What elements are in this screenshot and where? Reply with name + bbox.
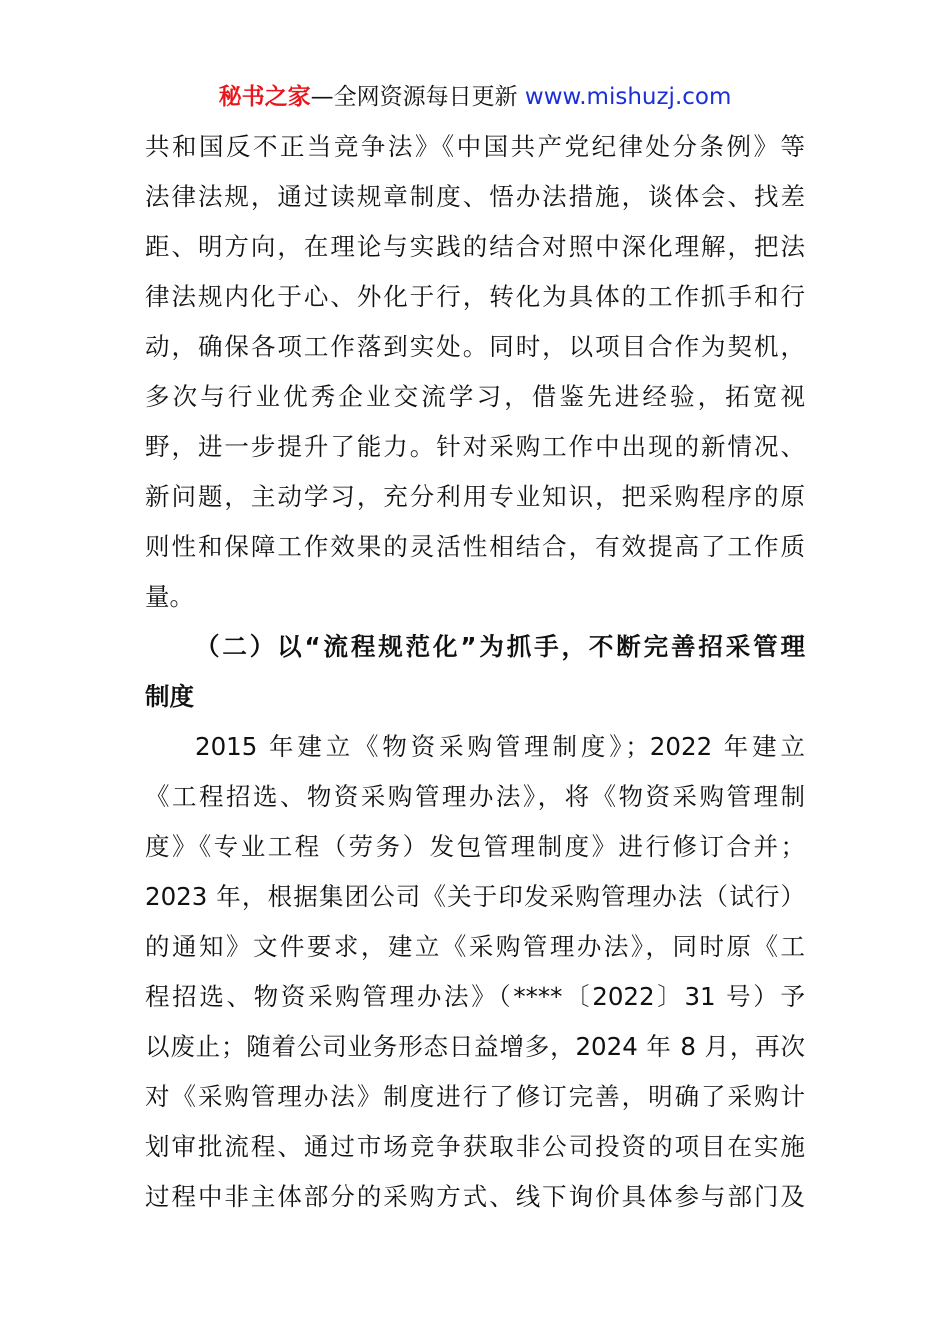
site-brand: 秘书之家 [218,84,311,110]
body-line: 《工程招选、物资采购管理办法》，将《物资采购管理制 [145,782,805,811]
body-line: 量。 [145,582,194,611]
body-line: 野，进一步提升了能力。针对采购工作中出现的新情况、 [145,432,805,461]
body-line: 程招选、物资采购管理办法》（****〔2022〕31 号）予 [145,982,805,1011]
body-line: 则性和保障工作效果的灵活性相结合，有效提高了工作质 [145,532,805,561]
body-line: 以废止；随着公司业务形态日益增多，2024 年 8 月，再次 [145,1032,805,1061]
body-line: 度》《专业工程（劳务）发包管理制度》进行修订合并； [145,832,805,861]
section-heading: （二）以“流程规范化”为抓手，不断完善招采管理 [195,632,805,661]
body-line: 的通知》文件要求，建立《采购管理办法》，同时原《工 [145,932,805,961]
body-line: 过程中非主体部分的采购方式、线下询价具体参与部门及 [145,1182,805,1211]
body-line: 共和国反不正当竞争法》《中国共产党纪律处分条例》等 [145,132,805,161]
site-header [0,80,950,114]
body-line: 多次与行业优秀企业交流学习，借鉴先进经验，拓宽视 [145,382,805,411]
document-body [145,122,805,1222]
body-line: 距、明方向，在理论与实践的结合对照中深化理解，把法 [145,232,805,261]
header-separator: — [310,84,334,110]
section-heading-continued: 制度 [145,682,194,711]
body-line: 法律法规，通过读规章制度、悟办法措施，谈体会、找差 [145,182,805,211]
body-line: 律法规内化于心、外化于行，转化为具体的工作抓手和行 [145,282,805,311]
body-line: 新问题，主动学习，充分利用专业知识，把采购程序的原 [145,482,805,511]
body-line: 对《采购管理办法》制度进行了修订完善，明确了采购计 [145,1082,805,1111]
header-tagline: 全网资源每日更新 [333,84,518,110]
body-line: 动，确保各项工作落到实处。同时，以项目合作为契机， [145,332,805,361]
body-line: 2023 年，根据集团公司《关于印发采购管理办法（试行） [145,882,805,911]
site-url-link[interactable]: www.mishuzj.com [524,84,732,110]
body-line: 2015 年建立《物资采购管理制度》；2022 年建立 [195,732,805,761]
body-line: 划审批流程、通过市场竞争获取非公司投资的项目在实施 [145,1132,805,1161]
